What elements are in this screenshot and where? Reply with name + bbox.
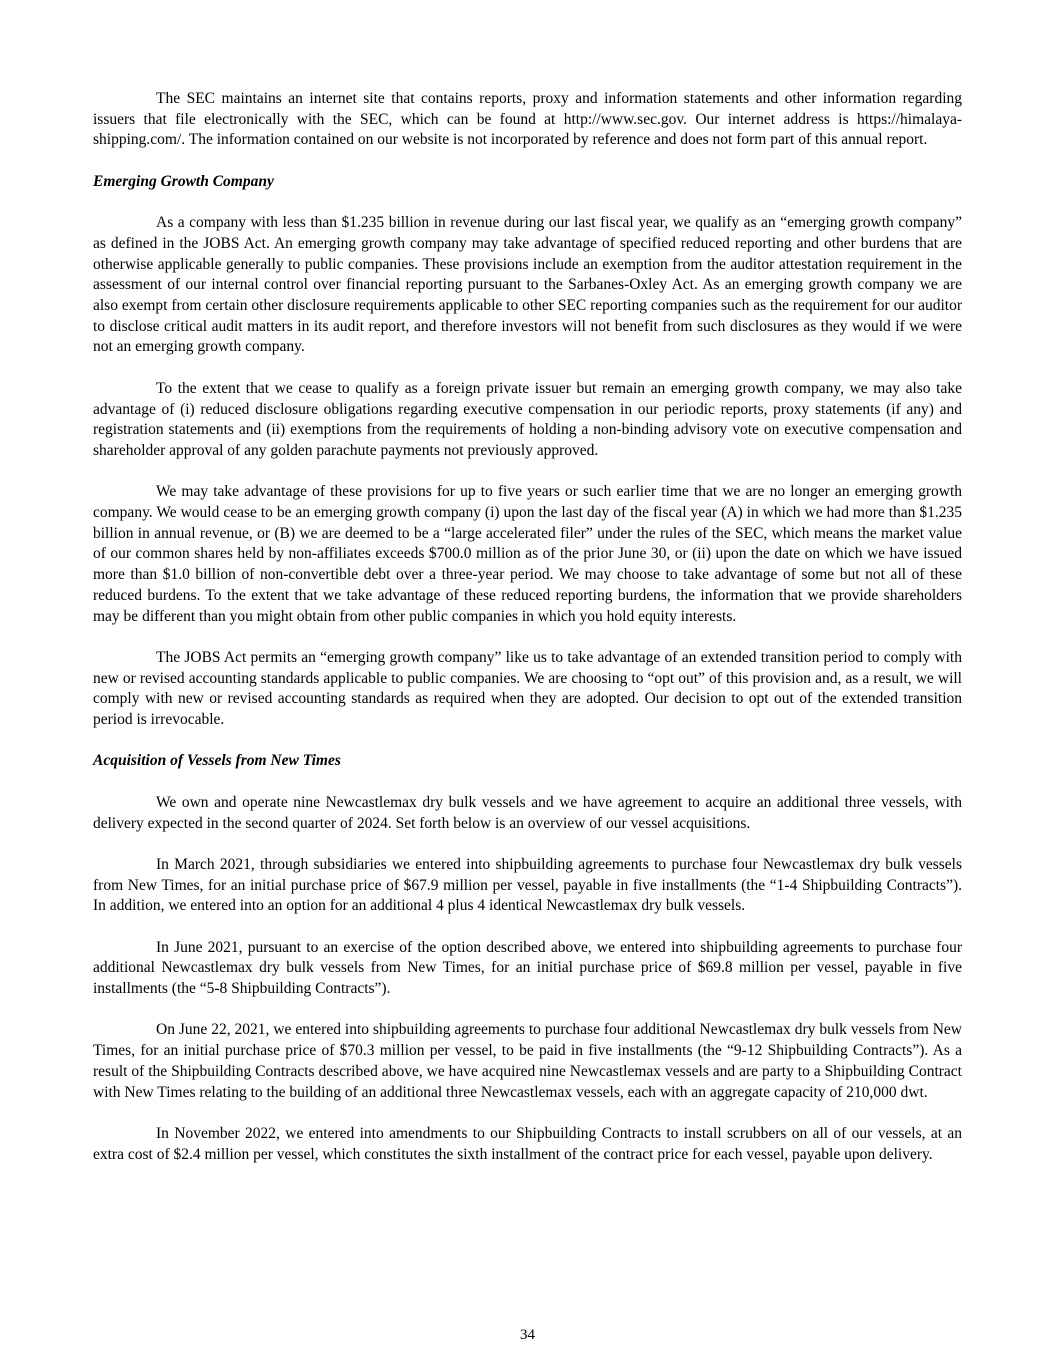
paragraph-june-2021-contracts: In June 2021, pursuant to an exercise of the option described above, we entered into shipbuilding agreements to purchase four additional Newcastlemax dry bulk vessels from New Times, for an initial purchase price of $69.8 million per vessel, payable in five installments (the “5-8 Shipbuilding Contracts”). bbox=[93, 938, 962, 998]
paragraph-jobs-act-opt-out: The JOBS Act permits an “emerging growth company” like us to take advantage of an extended transition period to comply with new or revised accounting standards applicable to public companies. We are choosing to “opt out” of this provision and, as a result, we will comply with new or revised accounting standards as required when they are adopted. Our decision to opt out of the extended transition period is irrevocable. bbox=[93, 648, 962, 729]
paragraph-foreign-private-issuer: To the extent that we cease to qualify as a foreign private issuer but remain an emerging growth company, we may also take advantage of (i) reduced disclosure obligations regarding executive compensation in our periodic reports, proxy statements (if any) and registration statements and (ii) exemptions from the requirements of holding a non-binding advisory vote on executive compensation and shareholder approval of any golden parachute payments not previously approved. bbox=[93, 379, 962, 459]
heading-emerging-growth-company: Emerging Growth Company bbox=[93, 172, 274, 190]
paragraph-november-2022-scrubbers: In November 2022, we entered into amendments to our Shipbuilding Contracts to install scrubbers on all of our vessels, at an extra cost of $2.4 million per vessel, which constitutes the sixth installment of the contract price for each vessel, payable upon delivery. bbox=[93, 1124, 962, 1163]
paragraph-five-years-provision: We may take advantage of these provisions for up to five years or such earlier time that we are no longer an emerging growth company. We would cease to be an emerging growth company (i) upon the last day of the fiscal year (A) in which we had more than $1.235 billion in annual revenue, or (B) we are deemed to be a “large accelerated filer” under the rules of the SEC, which means the market value of our common shares held by non-affiliates exceeds $700.0 million as of the prior June 30, or (ii) upon the date on which we have issued more than $1.0 billion of non-convertible debt over a three-year period. We may choose to take advantage of some but not all of these reduced burdens. To the extent that we take advantage of these reduced reporting burdens, the information that we provide shareholders may be different than you might obtain from other public companies in which you hold equity interests. bbox=[93, 483, 962, 625]
paragraph-march-2021-contracts: In March 2021, through subsidiaries we entered into shipbuilding agreements to purchase four Newcastlemax dry bulk vessels from New Times, for an initial purchase price of $67.9 million per vessel, payable in five installments (the “1-4 Shipbuilding Contracts”). In addition, we entered into an option for an additional 4 plus 4 identical Newcastlemax dry bulk vessels. bbox=[93, 855, 962, 915]
page-number: 34 bbox=[520, 1327, 535, 1343]
paragraph-sec-website: The SEC maintains an internet site that contains reports, proxy and information statements and other information regarding issuers that file electronically with the SEC, which can be found at http://www.sec.gov. Our internet address is https://himalaya-shipping.com/. The information contained on our website is not incorporated by reference and does not form part of this annual report. bbox=[93, 90, 962, 149]
paragraph-vessel-overview: We own and operate nine Newcastlemax dry bulk vessels and we have agreement to acquire an additional three vessels, with delivery expected in the second quarter of 2024. Set forth below is an overview of our vessel acquisitions. bbox=[93, 793, 962, 832]
document-page bbox=[93, 89, 962, 1165]
heading-acquisition-of-vessels: Acquisition of Vessels from New Times bbox=[93, 752, 341, 770]
paragraph-egc-qualification: As a company with less than $1.235 billion in revenue during our last fiscal year, we qualify as an “emerging growth company” as defined in the JOBS Act. An emerging growth company may take advantage of specified reduced reporting and other burdens that are otherwise applicable generally to public companies. These provisions include an exemption from the auditor attestation requirement in the assessment of our internal control over financial reporting pursuant to the Sarbanes-Oxley Act. As an emerging growth company we are also exempt from certain other disclosure requirements applicable to other SEC reporting companies such as the requirement for our auditor to disclose critical audit matters in its audit report, and therefore investors will not benefit from such disclosures as they would if we were not an emerging growth company. bbox=[93, 214, 963, 356]
paragraph-june-22-2021-contracts: On June 22, 2021, we entered into shipbuilding agreements to purchase four additional Newcastlemax dry bulk vessels from New Times, for an initial purchase price of $70.3 million per vessel, to be paid in five installments (the “9-12 Shipbuilding Contracts”). As a result of the Shipbuilding Contracts described above, we have acquired nine Newcastlemax vessels and are party to a Shipbuilding Contract with New Times relating to the building of an additional three Newcastlemax vessels, each with an aggregate capacity of 210,000 dwt. bbox=[93, 1021, 962, 1101]
